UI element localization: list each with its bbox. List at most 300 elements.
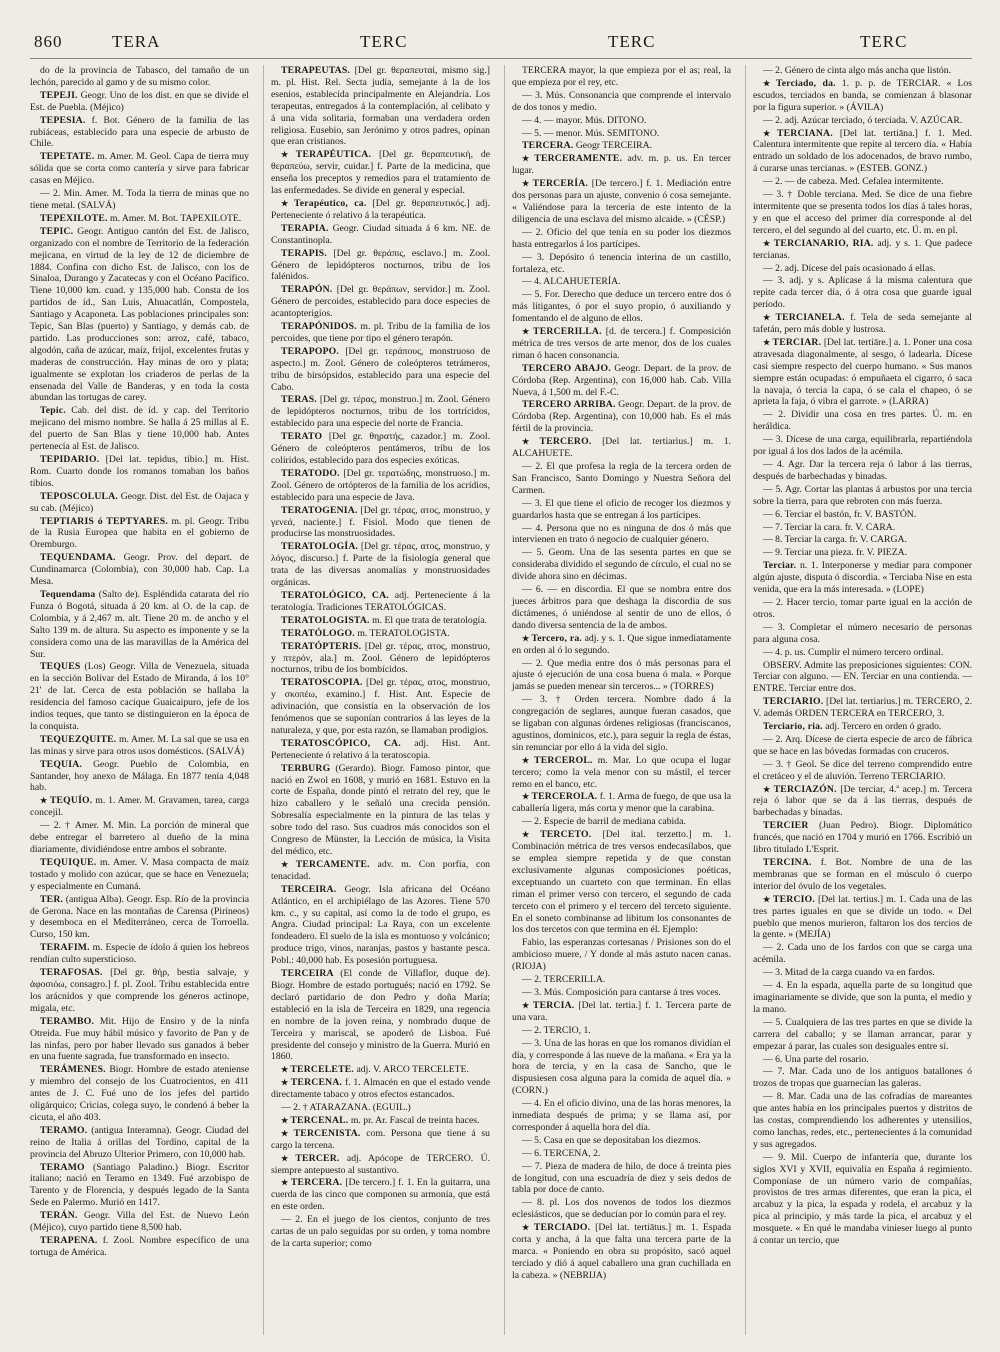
entry-headword: TEPEJI. [40, 89, 78, 101]
dictionary-entry [30, 188, 249, 212]
entry-definition: adj. Apócope de TERCERO. Ú. siempre antepuesto al sustantivo. [271, 1152, 490, 1176]
entry-definition: — 6. — en discordia. El que se nombra entre dos jueces árbitros para que deshaga la discordia de sus dictámenes, ó uniéndose al sentir de uno de ellos, ó dando diversa sentencia de la de ambos. [512, 584, 731, 631]
dictionary-entry [30, 90, 249, 114]
dictionary-entry [753, 647, 972, 659]
dictionary-entry [271, 968, 490, 1063]
entry-definition: — 4. Agr. Dar la tercera reja ó labor á las tierras, después de barbechadas y binadas. [753, 459, 972, 482]
entry-definition: — 3. adj. y s. Aplícase á la misma calentura que repite cada tercer día, ó á otra cosa que guarde igual período. [753, 275, 972, 311]
entry-headword: TEQUIQUE. [40, 856, 97, 868]
entry-definition: (antigua Interamna). Geogr. Ciudad del reino de Italia á orillas del Tordino, capital de la provincia del Abruzo Ulterior Primero, con 10,000 hab. [30, 1124, 249, 1160]
entry-headword: TERCEIRA [281, 968, 334, 980]
dictionary-entry [512, 227, 731, 251]
dictionary-entry [512, 974, 731, 986]
dictionary-entry [30, 65, 249, 89]
entry-headword: ★ TERCEROLA. [522, 791, 597, 802]
entry-definition: n. 1. Interponerse y mediar para componer algún ajuste, disputa ó discordia. « Terciaba Nise en esta venida, que era la más interesada. » (LOPE) [753, 560, 972, 596]
entry-definition: [Del ital. terzetto.] m. 1. Combinación métrica de tres versos endecasílabos, que se emplea siempre repetida y de que constan exclusivamente algunas composiciones poéticas, exceptuando un cuarteto con que terminan. En ellas riman el primer verso con tercero, el segundo de cada terceto con el primero y el tercero del terceto siguiente. En el soneto combinanse ad libitum los consonantes de los dos tercetos con que termina en él. Ejemplo: [512, 829, 731, 936]
dictionary-entry [30, 795, 249, 819]
dictionary-entry [512, 153, 731, 177]
dictionary-entry [30, 115, 249, 151]
dictionary-entry [512, 1098, 731, 1134]
entry-definition: f. 1. Arma de fuego, de que usa la caballería ligera, más corta y menor que la carabina. [512, 791, 731, 815]
entry-headword: ★ TERCIA. [522, 1000, 574, 1011]
entry-definition: — 7. Mar. Cada uno de los antiguos batallones ó trozos de tropas que guarnecían las galeras. [753, 1066, 972, 1090]
entry-definition: — 3. Mitad de la carga cuando va en fardos. [763, 967, 935, 979]
dictionary-entry [512, 498, 731, 522]
dictionary-entry [512, 633, 731, 657]
entry-headword: TERAMBO. [40, 1015, 95, 1027]
entry-headword: TERAFOSAS. [40, 967, 103, 979]
entry-headword: TERAPÓN. [281, 284, 333, 296]
entry-headword: TERATOSCÓPICO, CA. [281, 737, 401, 749]
dictionary-entry [30, 516, 249, 552]
dictionary-entry [753, 409, 972, 433]
dictionary-entry [512, 461, 731, 497]
page-number: 860 [34, 32, 63, 51]
entry-headword: Terciar. [763, 560, 797, 572]
entry-headword: TERCIARIO. [763, 696, 824, 708]
entry-headword: ★ TEQUÍO. [40, 795, 92, 806]
entry-definition: — 2. † ATARAZANA. (EGUIL.) [281, 1102, 411, 1114]
entry-definition: m. El que trata de teratología. [372, 614, 487, 626]
entry-headword: TERAS. [281, 394, 317, 406]
dictionary-entry [271, 1153, 490, 1177]
entry-definition: (Los) Geogr. Villa de Venezuela, situada en la sección Bolívar del Estado de Miranda, á los 10° 21' de lat. Cerca de esta población se hallaba la residencia del famoso cacique Guaicaipuro, jefe de los indios teques, que tanto se distinguieron en la época de la conquista. [30, 661, 249, 732]
dictionary-entry [271, 149, 490, 197]
entry-definition: com. Persona que tiene á su cargo la tercena. [271, 1127, 490, 1151]
entry-definition: Geogr. Ciudad situada á 6 km. NE. de Constantinopla. [271, 222, 490, 246]
column-4 [745, 65, 972, 1335]
dictionary-entry [753, 275, 972, 311]
entry-headword: TERAPIA. [281, 222, 329, 234]
entry-definition: Biogr. Hombre de estado ateniense y miembro del consejo de los Cuatrocientos, en 411 antes de J. C. Fué uno de los jefes del partido oligárquico; Cricias, colega suyo, le condenó á beber la cicuta, el año 403. [30, 1064, 249, 1123]
entry-definition: [Del gr. θηρατής, cazador.] m. Zool. Género de coleópteros pentámeros, tribu de los colíridos, establecido para dos especies exóticas. [271, 431, 490, 466]
dictionary-entry [512, 252, 731, 276]
entry-headword: ★ TERCENISTA. [281, 1128, 361, 1139]
dictionary-entry [753, 759, 972, 783]
entry-headword: ★ TERCERÍA. [522, 178, 588, 189]
entry-definition: — 5. Cualquiera de las tres partes en que se divide la carrera del caballo; y se llaman arrancar, parar y empezar á parar, las cuales son desiguales entre sí. [753, 1016, 972, 1052]
dictionary-entry [271, 628, 490, 640]
entry-headword: TERCIER [763, 820, 809, 832]
dictionary-entry [512, 276, 731, 288]
dictionary-entry [512, 178, 731, 226]
guide-word-4: TERC [860, 32, 908, 51]
dictionary-entry [271, 223, 490, 247]
dictionary-entry [753, 65, 972, 77]
entry-definition: — 6. Una parte del rosario. [763, 1053, 869, 1065]
dictionary-entry [753, 980, 972, 1016]
entry-headword: Tequendama [40, 588, 96, 600]
dictionary-entry [753, 312, 972, 336]
entry-headword: ★ TERCIANELA. [763, 312, 845, 323]
dictionary-entry [512, 816, 731, 828]
dictionary-entry [512, 65, 731, 89]
entry-definition: Geogr. Depart. de la prov. de Córdoba (Rep. Argentina), con 16,000 hab. Cab. Villa Nueva, á 1,500 m. del F.-C. [512, 362, 731, 398]
entry-headword: ★ TERCIANA. [763, 128, 833, 139]
entry-definition: — 3. Dícese de una carga, equilibrarla, repartiéndola por igual á los dos lados de la acémila. [753, 434, 972, 458]
entry-headword: TEPTIARIS ó TEPTYARES. [40, 515, 168, 527]
dictionary-entry [753, 547, 972, 559]
entry-headword: TERÁN. [40, 1210, 78, 1222]
dictionary-entry [512, 987, 731, 999]
dictionary-entry [753, 696, 972, 720]
dictionary-entry [30, 1125, 249, 1161]
dictionary-entry [271, 346, 490, 394]
dictionary-entry [753, 734, 972, 758]
entry-definition: — 2. TERCIO, 1. [522, 1024, 591, 1036]
entry-headword: TERATOGENIA. [281, 504, 358, 516]
entry-definition: [Del gr. θεραπευτικός.] adj. Perteneciente ó relativo á la terapéutica. [271, 197, 490, 221]
entry-definition: 1. p. p. de TERCIAR. « Los escudos, terciados en banda, se comienzan á blasonar por la figura superior. » (ÁVILA) [753, 77, 972, 113]
entry-headword: TERATO [281, 431, 323, 443]
dictionary-entry [512, 115, 731, 127]
entry-definition: [Del lat. tertiarius.] m. TERCERO, 2. V. además ORDEN TERCERA en TERCERO, 3. [753, 696, 972, 720]
entry-definition: [d. de tercera.] f. Composición métrica de tres versos de arte menor, dos de los cuales riman ó hacen consonancia. [512, 326, 731, 361]
guide-word-3: TERC [608, 32, 656, 51]
entry-definition: — 5. Agr. Cortar las plantas á arbustos por una tercia sobre la tierra, para que rebroten con más fuerza. [753, 483, 972, 507]
entry-headword: ★ TERCERA. [281, 1177, 342, 1188]
entry-definition: — 4. — mayor. Mús. DITONO. [522, 114, 647, 126]
entry-definition: (Santiago Paladino.) Biogr. Escritor italiano; nació en Teramo en 1349. Fué arzobispo de Tarento y de Florencia, y después legado de la Santa Sede en Palermo. Murió en 1417. [30, 1161, 249, 1209]
dictionary-entry [753, 337, 972, 408]
entry-definition: (Juan Pedro). Biogr. Diplomático francés, que nació en 1704 y murió en 1766. Escribió un libro titulado L'Esprit. [753, 820, 972, 856]
entry-definition: [Del lat. tertia.] f. 1. Tercera parte de una vara. [512, 999, 731, 1023]
dictionary-entry [753, 509, 972, 521]
dictionary-entry [753, 560, 972, 596]
entry-definition: [Del gr. θεράπις, esclavo.] m. Zool. Género de lepidópteros nocturnos, tribu de los falénidos. [271, 247, 490, 283]
entry-definition: TERCERA mayor, la que empieza por el as; real, la que empieza por el rey, etc. [512, 65, 731, 88]
dictionary-entry [753, 176, 972, 188]
dictionary-entry [753, 484, 972, 508]
dictionary-entry [512, 937, 731, 973]
entry-headword: ★ TERCENAL. [281, 1115, 348, 1126]
dictionary-entry [512, 128, 731, 140]
entry-definition: — 4. p. us. Cumplir el número tercero ordinal. [763, 646, 944, 658]
dictionary-entry [271, 641, 490, 677]
entry-definition: — 3. Mús. Consonancia que comprende el intervalo de dos tonos y medio. [512, 89, 731, 113]
dictionary-entry [753, 238, 972, 262]
entry-definition: — 8. pl. Los dos novenos de todos los diezmos eclesiásticos, que se deducían por lo común para el rey. [512, 1197, 731, 1221]
entry-headword: ★ Terapéutico, ca. [281, 198, 366, 209]
dictionary-entry [271, 884, 490, 967]
dictionary-entry [30, 589, 249, 660]
entry-headword: TERAPEUTAS. [281, 65, 351, 76]
entry-definition: — 5. For. Derecho que deduce un tercero entre dos ó más litigantes, ó por el suyo propio, ó auxiliando y fomentando el de alguno de ellos. [512, 289, 731, 325]
entry-headword: TEQUEZQUITE. [40, 733, 117, 745]
dictionary-entry [753, 1054, 972, 1066]
entry-headword: TERAPIS. [281, 247, 328, 259]
entry-definition: — 2. Género de cinta algo más ancha que listón. [763, 65, 952, 76]
entry-definition: — 7. Pieza de madera de hilo, de doce á treinta pies de longitud, con una escuadría de diez y seis dedos de tabla por doce de canto. [512, 1160, 731, 1196]
dictionary-entry [512, 523, 731, 547]
dictionary-entry [512, 791, 731, 815]
entry-definition: — 8. Terciar la carga. fr. V. CARGA. [763, 534, 907, 546]
dictionary-entry [271, 394, 490, 430]
entry-definition: m. 1. Amer. M. Gravamen, tarea, carga concejil. [30, 795, 249, 819]
entry-headword: TEPIDARIO. [40, 454, 100, 465]
entry-headword: TERATOLOGISTA. [281, 614, 370, 626]
entry-headword: TERATODO. [281, 467, 340, 479]
entry-definition: [De tercero.] f. 1. En la guitarra, una cuerda de las cinco que componen su armonía, que está en este orden. [271, 1177, 490, 1213]
entry-headword: Tepic. [40, 405, 66, 417]
entry-definition: — 9. Mil. Cuerpo de infantería que, durante los siglos XVI y XVII, equivalía en España á regimiento. Componíase de un número vario de compañías, provistos de tres armas diferentes, que eran la pica, el arcabuz y la pica, la espada y rodela, el arcabuz y la pica al principio, y más tarde la pica, el arcabuz y el mosquete. « En qué le mandaba vinieser luego al punto á contar un tercio, que [753, 1151, 972, 1247]
dictionary-entry [271, 859, 490, 883]
entry-definition: — 6. TERCENA, 2. [522, 1147, 601, 1159]
entry-headword: TEPETATE. [40, 151, 95, 163]
entry-definition: adj. y s. 1. Que sigue inmediatamente en orden al ó lo segundo. [512, 632, 731, 656]
dictionary-entry [512, 363, 731, 399]
entry-definition: — 2. Dividir una cosa en tres partes. Ú. m. en heráldica. [753, 409, 972, 433]
entry-headword: ★ TERCIAR. [763, 337, 821, 348]
dictionary-entry [753, 263, 972, 275]
dictionary-entry [271, 1077, 490, 1101]
dictionary-entry [753, 1091, 972, 1151]
entry-definition: f. Zool. Nombre específico de una tortuga de América. [30, 1235, 249, 1258]
entry-headword: TERATOLOGÍA. [281, 541, 359, 553]
dictionary-entry [271, 541, 490, 589]
entry-definition: — 3. Mús. Composición para cantarse á tres voces. [522, 986, 721, 998]
entry-definition: — 2. El que profesa la regla de la tercera orden de San Francisco, Santo Domingo y Nuestra Señora del Carmen. [512, 461, 731, 496]
entry-headword: TEPEXILOTE. [40, 212, 108, 224]
entry-definition: adv. m. p. us. En tercer lugar. [512, 153, 731, 177]
entry-definition: — 2. Hacer tercio, tomar parte igual en la acción de otros. [753, 596, 972, 620]
entry-headword: ★ TERCETO. [522, 829, 591, 840]
entry-definition: Geogr. Depart. de la prov. de Córdoba (Rep. Argentina), con 10,000 hab. Es el más fértil de la provincia. [512, 399, 731, 435]
column-2 [263, 65, 490, 1335]
entry-headword: TERATÓPTERIS. [281, 640, 362, 652]
dictionary-entry [30, 1210, 249, 1234]
dictionary-entry [512, 140, 731, 152]
entry-headword: TERCERA. [522, 140, 574, 152]
entry-definition: Geogr TERCEIRA. [575, 140, 653, 152]
dictionary-entry [753, 1066, 972, 1090]
entry-definition: — 4. En el oficio divino, una de las horas menores, la inmediata después de prima; y se llama así, por corresponder á aquella hora del día. [512, 1098, 731, 1133]
dictionary-entry [512, 1038, 731, 1098]
dictionary-entry [753, 459, 972, 483]
entry-definition: Geogr. Antiguo cantón del Est. de Jalisco, organizado con el nombre de Territorio de la federación mejicana, en virtud de la ley de 12 de diciembre de 1884. Confina con dicho Est. de Jalisco, con los de Sinaloa, Durango y Zacatecas y con el Océano Pacífico. Tiene 10,000 km. cuad. y 135,000 hab. Consta de los partidos de íd., San Luis, Ahuacatlán, Compostela, Santiago y Acaponeta. Las poblaciones principales son: Tepic, San Blas (puerto) y Santiago, y demás cab. de partido. Las producciones son: arroz, café, tabaco, algodón, caña de azúcar, maíz, frijol, excelentes frutas y maderas de construcción. Hay minas de oro y plata; igualmente se explotan los criaderos de perlas de la ensenada del Valle de Banderas, y en toda la costa abundan las tortugas de carey. [30, 225, 249, 404]
dictionary-entry [30, 759, 249, 795]
entry-headword: TERAMO [40, 1161, 85, 1173]
entry-definition: — 9. Terciar una pieza. fr. V. PIEZA. [763, 547, 908, 559]
dictionary-entry [271, 468, 490, 504]
dictionary-entry [271, 763, 490, 858]
entry-definition: [Del lat. tertiāre.] a. 1. Poner una cosa atravesada diagonalmente, al sesgo, ó ladearla. Dícese casi siempre respecto del cuerpo humano. « Sus manos siempre están ocupadas: ó empuñaeta el cigarro, ó saca la navaja, ó tercia la capa, ó se cala el chapeo, ó se aprieta la faja, ó vibra el garrote. » (LARRA) [753, 336, 972, 408]
dictionary-entry [512, 1161, 731, 1197]
entry-definition: [Del gr. τέρας, ατος, monstruo, y σκοπέω, examino.] f. Hist. Ant. Especie de adivinación, que consistía en la observación de los fenómenos que se suponían contrarios á las leyes de la naturaleza, y que, por esta razón, se llamaban prodigios. [271, 677, 490, 736]
dictionary-entry [271, 1177, 490, 1213]
dictionary-entry [753, 967, 972, 979]
dictionary-entry [30, 213, 249, 225]
guide-word-2: TERC [360, 32, 408, 51]
column-1 [30, 65, 249, 1335]
entry-definition: — 2. TERCERILLA. [522, 974, 606, 986]
entry-definition: — 3. † Doble terciana. Med. Se dice de una fiebre intermitente que se presenta todos los días á tales horas, y en que el acceso del primer día corresponde al del tercero, el del segundo al del cuarto, etc. Ú. m. en pl. [753, 189, 972, 236]
entry-definition: Geogr. Dist. del Est. de Oajaca y su cab. (Méjico) [30, 490, 249, 514]
dictionary-entry [512, 1148, 731, 1160]
entry-definition: m. TERATOLOGISTA. [357, 627, 450, 639]
entry-definition: m. pl. Geogr. Tribu de la Rusia Europea que habita en el gobierno de Oremburgo. [30, 515, 249, 551]
entry-definition: Fabio, las esperanzas cortesanas / Prisiones son do el ambicioso muere, / Y donde al más astuto nacen canas. (RIOJA) [512, 937, 731, 973]
dictionary-entry [271, 590, 490, 614]
dictionary-entry [271, 738, 490, 762]
dictionary-entry [753, 660, 972, 696]
entry-definition: (Gerardo). Biogr. Famoso pintor, que nació en Zwol en 1608, y murió en 1681. Estuvo en la corte de España, donde pintó el retrato del rey, que le hizo caballero y le señaló una crecida pensión. Sobresalía especialmente en la pintura de las telas y sobre todo del raso. Sus cuadros más conocidos son el Congreso de Münster, la Lección de música, la Visita del médico, etc. [271, 762, 490, 857]
entry-definition: — 3. † Orden tercera. Nombre dado á la congregación de seglares, aunque fueran casados, que se ligaban con algunas órdenes religiosas (franciscanos, agustinos, dominicos, etc.), para seguir la regla de éstas, sin renunciar por ello á la vida del siglo. [512, 694, 731, 753]
entry-definition: Mit. Hijo de Ensiro y de la ninfa Otreida. Fue muy hábil músico y favorito de Pan y de las ninfas, pero por haber llevado sus ganados á beber en una fuente sagrada, fue transformado en insecto. [30, 1015, 249, 1063]
dictionary-entry [30, 857, 249, 893]
dictionary-entry [271, 1102, 490, 1114]
entry-definition: — 5. Geom. Una de las sesenta partes en que se consideraba dividido el segundo de círculo, el cual no se divide ahora sino en décimas. [512, 547, 731, 583]
dictionary-entry [753, 534, 972, 546]
dictionary-entry [512, 755, 731, 791]
dictionary-entry [271, 615, 490, 627]
entry-definition: — 2. Que media entre dos ó más personas para el ajuste ó ejecución de una cosa buena ó mala. « Porque jamás se pueden menear sin terceros... » (TORRES) [512, 657, 731, 693]
dictionary-entry [512, 399, 731, 435]
entry-definition: [Del gr. θεράπων, servidor.] m. Zool. Género de percoides, establecido para doce especies de acantopterigios. [271, 284, 490, 320]
entry-definition: — 7. Terciar la cara. fr. V. CARA. [763, 521, 896, 533]
entry-headword: TEQUES [40, 661, 81, 673]
dictionary-entry [753, 115, 972, 127]
entry-definition: adj. y s. 1. Que padece tercianas. [753, 237, 972, 261]
entry-definition: [De tercero.] f. 1. Mediación entre dos personas para un ajuste, convenio ó cosa semejante. « Valiéndose para la tercería de este intento de la diligencia de una esclava del mismo alcaide. » (CÉSP.) [512, 178, 731, 225]
dictionary-entry [512, 326, 731, 362]
dictionary-entry [271, 198, 490, 222]
dictionary-entry [30, 1235, 249, 1259]
entry-headword: ★ TERCIO. [763, 894, 815, 905]
entry-definition: [Del gr. τεράπους, monstruoso de aspecto.] m. Zool. Género de coleópteros tetrámeros, tribu de birsópsidos, establecido para una especie del Cabo. [271, 345, 490, 393]
entry-definition: f. Bot. Género de la familia de las rubiáceas, establecido para una especie de arbusto de Chile. [30, 114, 249, 150]
dictionary-entry [30, 151, 249, 187]
entry-headword: TEQUIA. [40, 758, 83, 770]
dictionary-entry [753, 128, 972, 176]
entry-definition: [Del gr. θεραπευταί, mismo sig.] m. pl. Hist. Rel. Secta judía, semejante á la de los esenios, establecida principalmente en Alejandría. Los terapeutas, entregados á la contemplación, al celibato y á una vida solitaria, formaban una verdadera orden religiosa. Eusebio, san Jerónimo y otros padres, opinan que eran cristianos. [271, 65, 490, 148]
entry-headword: TERAMO. [40, 1124, 88, 1136]
entry-definition: — 2. Especie de barril de mediana cabida. [522, 816, 686, 828]
entry-headword: TERATOSCOPIA. [281, 677, 363, 689]
dictionary-entry [753, 894, 972, 942]
entry-headword: Terciario, ria. [763, 721, 823, 733]
entry-definition: m. Amer. M. Geol. Capa de tierra muy sólida que se corta como cantería y sirve para fabricar casas en Méjico. [30, 151, 249, 187]
entry-definition: [Del lat. tertiāna.] f. 1. Med. Calentura intermitente que repite al tercero día. « Había entrado un soldado de los adocenados, de bravo rumbo, á curarse unas tercianas. » (ESTEB. GONZ.) [753, 127, 972, 175]
entry-definition: — 2. adj. Dícese del país ocasionado á ellas. [763, 262, 936, 274]
entry-definition: OBSERV. Admite las preposiciones siguientes: CON. Terciar con alguno. — EN. Terciar en una contienda. — ENTRE. Terciar entre dos. [753, 659, 972, 695]
entry-headword: ★ TERCIADO. [522, 1222, 590, 1233]
column-3 [504, 65, 731, 1335]
dictionary-entry [271, 505, 490, 541]
dictionary-entry [30, 454, 249, 490]
entry-definition: [Del gr. θεραπευτική, de θεραπεύω, servir, cuidar.] f. Parte de la medicina, que enseña los preceptos y remedios para el tratamiento de las enfermedades. Se divide en general y especial. [271, 149, 490, 197]
entry-headword: TER. [40, 893, 64, 905]
dictionary-entry [30, 491, 249, 515]
dictionary-entry [512, 829, 731, 936]
entry-definition: [Del lat. tertiātus.] m. 1. Espada corta y ancha, á la que falta una tercera parte de la marca. « Poniendo en obra su propósito, sacó aquel terciado y dió á aquel caballero una gran cuchillada en la cabeza. » (NEBRIJA) [512, 1222, 731, 1281]
entry-definition: adj. Tercero en orden ó grado. [825, 721, 942, 733]
entry-headword: ★ TERCIANARIO, RIA. [763, 238, 874, 249]
dictionary-entry [512, 289, 731, 325]
entry-definition: m. Mar. Lo que ocupa el lugar tercero; como la vela menor con su mástil, el tercer remo en el banco, etc. [512, 754, 731, 790]
entry-headword: TEQUENDAMA. [40, 552, 116, 564]
entry-headword: ★ Tercero, ra. [522, 633, 582, 644]
entry-definition: [Del gr. τέρας, ατος, monstruo, y γενεά, naciente.] f. Fisiol. Modo que tienen de producirse las monstruosidades. [271, 504, 490, 540]
entry-definition: — 2. Min. Amer. M. Toda la tierra de minas que no tiene metal. (SALVÁ) [30, 188, 249, 211]
entry-definition: — 6. Terciar el bastón, fr. V. BASTÓN. [763, 508, 917, 520]
dictionary-entry [271, 1064, 490, 1076]
entry-definition: — 5. Casa en que se depositaban los diezmos. [522, 1134, 701, 1146]
dictionary-entry [753, 597, 972, 621]
entry-definition: [Del gr. θήρ, bestia salvaje, y ἀφοσιόω, consagro.] f. pl. Zool. Tribu establecida entre los arácnidos y que comprende los géneros actinope, migala, etc. [30, 967, 249, 1014]
entry-headword: TEPESIA. [40, 114, 86, 126]
entry-definition: — 4. ALCAHUETERÍA. [522, 276, 621, 288]
entry-definition: — 3. † Geol. Se dice del terreno comprendido entre el cretáceo y el de aluvión. Terreno TERCIARIO. [753, 758, 972, 782]
dictionary-entry [753, 857, 972, 893]
entry-headword: ★ TERCERAMENTE. [522, 153, 622, 164]
dictionary-entry [271, 431, 490, 467]
dictionary-entry [30, 820, 249, 856]
entry-definition: do de la provincia de Tabasco, del tamaño de un lechón, parecido al gamo y de su mismo color. [30, 65, 249, 88]
dictionary-entry [30, 942, 249, 966]
entry-definition: adj. Perteneciente á la teratología. Tradiciones TERATOLÓGICAS. [271, 589, 490, 613]
dictionary-entry [30, 1162, 249, 1210]
entry-headword: TEPOSCOLULA. [40, 490, 119, 502]
running-header [30, 28, 972, 59]
entry-headword: TERCERO ABAJO. [522, 362, 611, 374]
entry-definition: Cab. del dist. de íd. y cap. del Territorio mejicano del mismo nombre. Se halla á 25 millas al E. del puerto de San Blas y tiene 10,000 hab. Antes pertenecía al Est. de Jalisco. [30, 405, 249, 453]
dictionary-entry [30, 405, 249, 453]
entry-definition: — 2. En el juego de los cientos, conjunto de tres cartas de un palo seguidas por su orden, y toma nombre de la carta superior; como [271, 1214, 490, 1249]
dictionary-entry [30, 734, 249, 758]
entry-definition: (Salto de). Espléndida catarata del río Funza ó Bogotá, situada á 20 km. al O. de la cap. de Colombia, y á 2,467 m. alt. Tiene 20 m. de ancho y el Salto 139 m. de altura. Su aspecto es imponente y se la considera como una de las maravillas de la América del Sur. [30, 588, 249, 660]
entry-definition: m. Especie de ídolo á quien los hebreos rendían culto supersticioso. [30, 942, 249, 966]
entry-definition: Geogr. Isla africana del Océano Atlántico, en el archipiélago de las Azores. Tiene 570 km. c., y su capital, así como la de todo el grupo, es Angra. Ciudad principal: La Raya, con un excelente fondeadero. El suelo de la isla es montuoso y volcánico; produce trigo, vinos, naranjas, pastos y bastante pesca. Pobl.: 40,000 hab. Es posesión portuguesa. [271, 883, 490, 967]
dictionary-entry [753, 1017, 972, 1053]
dictionary-entry [271, 248, 490, 284]
entry-headword: ★ TERCEROL. [522, 755, 593, 766]
entry-definition: m. pl. Tribu de la familia de los percoides, que tiene por tipo el género terapón. [271, 321, 490, 344]
entry-definition: m. Amer. M. La sal que se usa en las minas y sirve para otros usos domésticos. (SALVÁ) [30, 733, 249, 757]
entry-definition: — 3. Completar el número necesario de personas para alguna cosa. [753, 621, 972, 645]
dictionary-entry [753, 820, 972, 856]
dictionary-entry [512, 1135, 731, 1147]
entry-headword: TEPIC. [40, 225, 74, 237]
entry-definition: [Del lat. tertiarius.] m. 1. ALCAHUETE. [512, 436, 731, 460]
entry-headword: TERBURG [281, 762, 331, 774]
entry-headword: TERAPOPO. [281, 345, 340, 357]
dictionary-entry [753, 434, 972, 458]
entry-definition: — 2. † Amer. M. Min. La porción de mineral que debe entregar el barretero al dueño de la mina diariamente, dividiéndose entre ambos el sobrante. [30, 820, 249, 855]
entry-headword: TERAPENA. [40, 1235, 98, 1246]
entry-definition: adv. m. Con porfía, con tenacidad. [271, 858, 490, 882]
dictionary-entry [512, 436, 731, 460]
entry-definition: Geogr. Prov. del depart. de Cundinamarca (Colombia), con 30,000 hab. Cap. La Mesa. [30, 552, 249, 588]
dictionary-entry [512, 1000, 731, 1024]
dictionary-entry [753, 189, 972, 237]
entry-headword: TERATOLÓGICO, CA. [281, 589, 389, 601]
entry-headword: TERATÓLOGO. [281, 627, 355, 639]
entry-headword: TERCERO ARRIBA. [522, 399, 616, 411]
dictionary-entry [753, 942, 972, 966]
dictionary-entry [512, 658, 731, 694]
entry-definition: adj. V. ARCO TERCELETE. [356, 1064, 469, 1076]
entry-definition: [Del gr. τέρας, monstruo.] m. Zool. Género de lepidópteros nocturnos, tribu de los tortrícidos, establecido para una especie del norte de Francia. [271, 394, 490, 430]
entry-headword: TERAPÓNIDOS. [281, 321, 357, 333]
entry-definition: m. Amer. V. Masa compacta de maíz tostado y molido con azúcar, que se hace en Venezuela; y especialmente en Cumaná. [30, 856, 249, 892]
entry-definition: — 2. adj. Azúcar terciado, ó terciada. V. AZÚCAR. [763, 114, 963, 126]
dictionary-entry [271, 65, 490, 148]
entry-definition: — 4. Persona que no es ninguna de dos ó más que intervienen en trato ó negocio de cualquier género. [512, 522, 731, 546]
dictionary-entry [30, 1016, 249, 1064]
dictionary-entry [753, 721, 972, 733]
